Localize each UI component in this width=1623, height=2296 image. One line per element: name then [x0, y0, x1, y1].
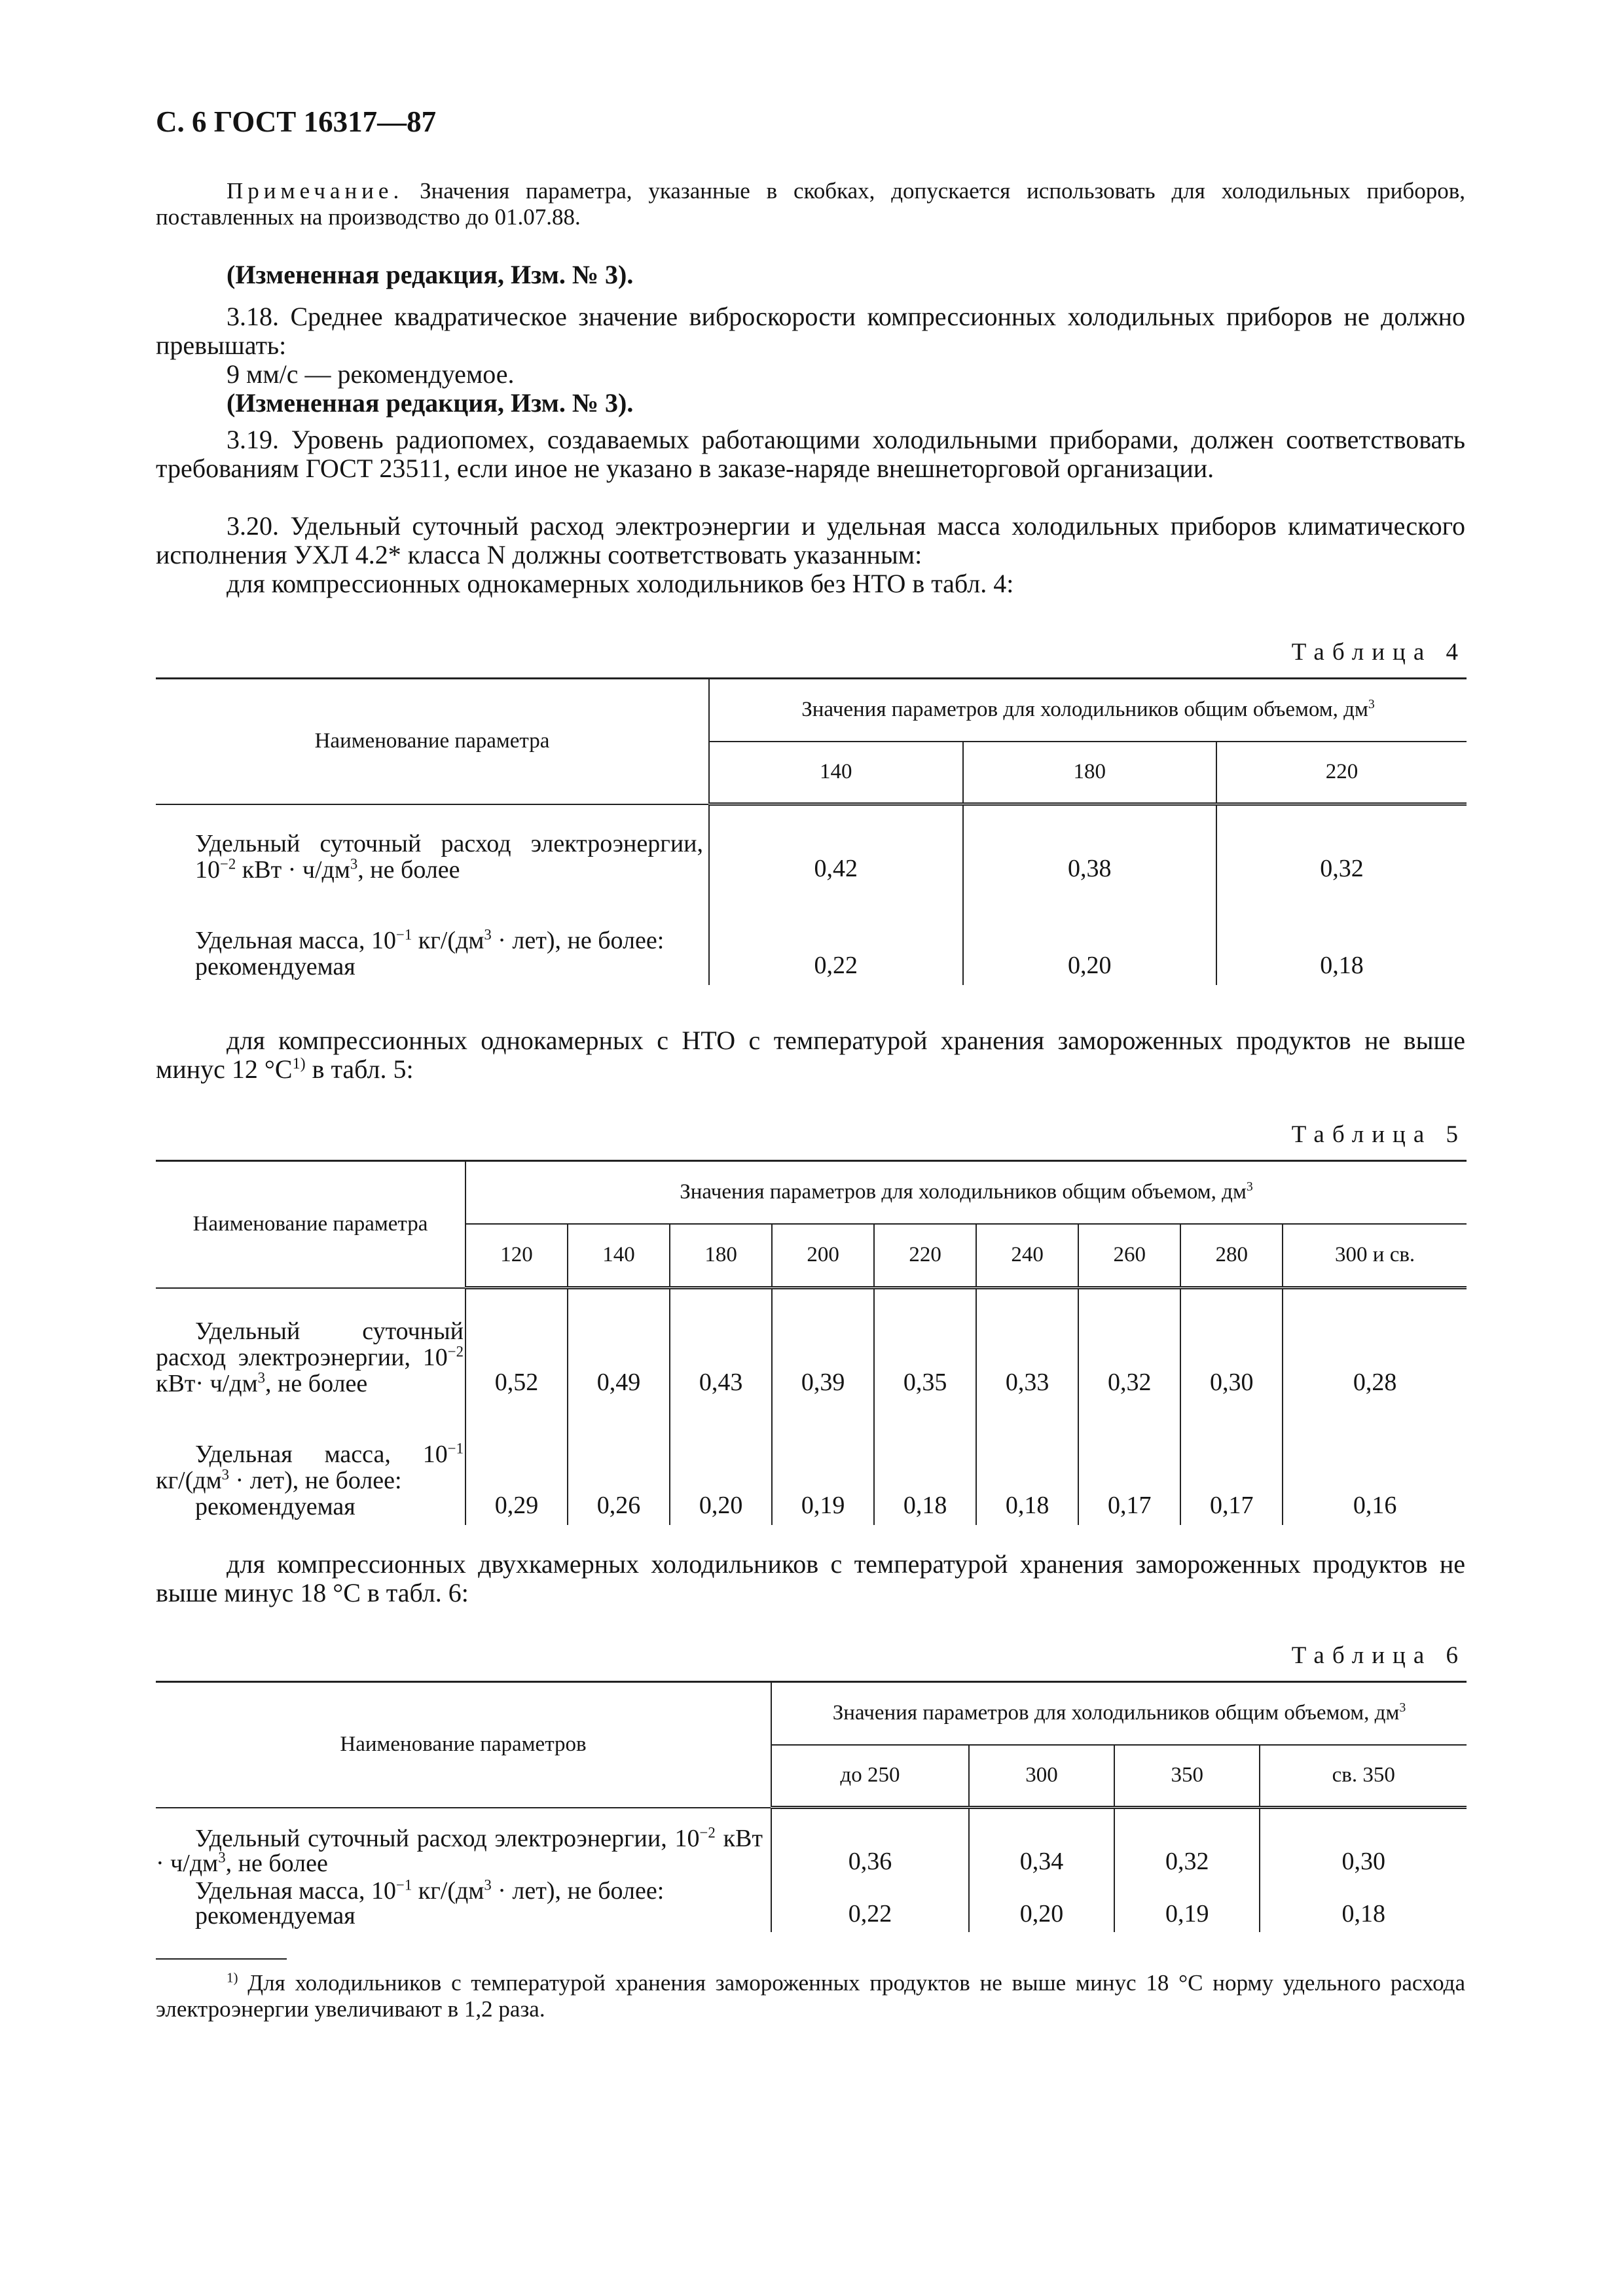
table-row: [156, 1397, 1467, 1525]
table-cell: 0,20: [963, 883, 1217, 985]
table-4: [156, 677, 1467, 985]
table-cell: 0,49: [568, 1288, 670, 1397]
table-cell: 0,32: [1114, 1808, 1260, 1876]
paragraph-3-18-value: 9 мм/с — рекомендуемое.: [227, 359, 515, 389]
table-cell: 0,28: [1283, 1288, 1467, 1397]
table6-header-name: Наименование параметров: [156, 1682, 771, 1808]
table-row: [156, 883, 1467, 985]
table-row: [156, 1808, 1467, 1876]
row-label: Удельная масса, $10^{-1}$ $кг/(дм^3 \cdot лет)$, не более: рекомендуемая: [156, 1439, 464, 1520]
table-cell: 0,18: [976, 1397, 1078, 1525]
table-cell: 0,20: [969, 1876, 1114, 1932]
table5-caption: Таблица 5: [1291, 1121, 1466, 1148]
table-cell: 0,38: [963, 804, 1217, 883]
table5-col-header: 260: [1078, 1224, 1180, 1288]
table-cell: 0,36: [771, 1808, 969, 1876]
table6-col-header: 300: [969, 1745, 1114, 1808]
paragraph-3-20: 3.20. Удельный суточный расход электроэнергии и удельная масса холодильных приборов климатического исполнения УХЛ 4.2* класса N должны соответствовать указанным:: [156, 511, 1465, 569]
table5-header-name: Наименование параметра: [156, 1161, 465, 1288]
table-cell: 0,22: [709, 883, 963, 985]
table6-col-header: 350: [1114, 1745, 1260, 1808]
table4-col-header: 140: [709, 742, 963, 804]
table6-col-header: св. 350: [1260, 1745, 1467, 1808]
footnote-divider: [156, 1958, 287, 1960]
table-cell: 0,33: [976, 1288, 1078, 1397]
table5-col-header: 300 и св.: [1283, 1224, 1467, 1288]
table-cell: 0,18: [1260, 1876, 1467, 1932]
table-row: [156, 1288, 1467, 1397]
table-cell: 0,43: [670, 1288, 772, 1397]
row-label: Удельный суточный расход электроэнергии, $10^{-2}$ кВт · $ч/дм^3$, не более: [156, 1823, 763, 1877]
table6-col-header: до 250: [771, 1745, 969, 1808]
table-cell: 0,19: [1114, 1876, 1260, 1932]
table-cell: 0,30: [1180, 1288, 1283, 1397]
table4-col-header: 220: [1216, 742, 1467, 804]
table-cell: 0,39: [772, 1288, 874, 1397]
table5-col-header: 200: [772, 1224, 874, 1288]
table4-col-header: 180: [963, 742, 1217, 804]
table-cell: 0,35: [874, 1288, 976, 1397]
table5-col-header: 120: [465, 1224, 568, 1288]
table-5: [156, 1160, 1467, 1525]
table6-caption: Таблица 6: [1291, 1642, 1466, 1669]
table-cell: 0,20: [670, 1397, 772, 1525]
row-label: Удельный суточный расход электроэнергии, $10^{-2}$ кВт · $ч/дм^3$, не более: [195, 829, 703, 884]
table-cell: 0,18: [874, 1397, 976, 1525]
table5-col-header: 140: [568, 1224, 670, 1288]
table6-intro: для компрессионных двухкамерных холодильников с температурой хранения замороженных продуктов не выше минус 18 °С в табл. 6:: [156, 1549, 1465, 1607]
footnote-text: Для холодильников с температурой хранения замороженных продуктов не выше минус 18 °С норму удельного расхода электроэнергии увеличивают в 1,2 раза.: [156, 1970, 1465, 2022]
table-row: [156, 1876, 1467, 1932]
table-cell: 0,17: [1078, 1397, 1180, 1525]
table-cell: 0,42: [709, 804, 963, 883]
footnote-mark: 1): [227, 1969, 238, 1986]
table5-col-header: 280: [1180, 1224, 1283, 1288]
table4-caption: Таблица 4: [1291, 639, 1466, 666]
table-6: [156, 1681, 1467, 1932]
table-cell: 0,22: [771, 1876, 969, 1932]
table-cell: 0,30: [1260, 1808, 1467, 1876]
changed-edition-1: (Измененная редакция, Изм. № 3).: [227, 260, 634, 289]
table-cell: 0,17: [1180, 1397, 1283, 1525]
table5-header-values: Значения параметров для холодильников общим объемом, $дм^3$: [465, 1161, 1467, 1224]
table-cell: 0,26: [568, 1397, 670, 1525]
page-header: С. 6 ГОСТ 16317—87: [156, 105, 437, 138]
table5-col-header: 220: [874, 1224, 976, 1288]
table-cell: 0,34: [969, 1808, 1114, 1876]
table-cell: 0,52: [465, 1288, 568, 1397]
table-cell: 0,19: [772, 1397, 874, 1525]
table4-header-values: Значения параметров для холодильников общим объемом, $дм^3$: [709, 679, 1467, 742]
table-cell: 0,32: [1078, 1288, 1180, 1397]
row-label: Удельная масса, $10^{-1}$ $кг/(дм^3 \cdot лет)$, не более: рекомендуемая: [195, 1876, 665, 1929]
table5-col-header: 240: [976, 1224, 1078, 1288]
table5-intro: для компрессионных однокамерных с НТО с температурой хранения замороженных продуктов не выше минус 12 $^\circ С^{1)}$ в табл. 5:: [156, 1026, 1465, 1084]
table4-header-name: Наименование параметра: [156, 679, 709, 804]
table6-header-values: Значения параметров для холодильников общим объемом, $дм^3$: [771, 1682, 1467, 1745]
row-label: Удельный суточный расход электроэнергии, $10^{-2}$ $кВт\cdot ч/дм^3$, не более: [156, 1317, 464, 1397]
table-cell: 0,29: [465, 1397, 568, 1525]
table-row: [156, 804, 1467, 883]
table-cell: 0,16: [1283, 1397, 1467, 1525]
footnote: [156, 1970, 1465, 2022]
table4-intro: для компрессионных однокамерных холодильников без НТО в табл. 4:: [227, 569, 1014, 598]
note-label: Примечание.: [227, 178, 404, 204]
note-text: Значения параметра, указанные в скобках, допускается использовать для холодильных приборов, поставленных на производство до 01.07.88.: [156, 178, 1465, 230]
row-label: Удельная масса, $10^{-1}$ $кг/(дм^3 \cdot лет)$, не более: рекомендуемая: [195, 925, 665, 980]
note-paragraph: [156, 178, 1465, 230]
paragraph-3-19: 3.19. Уровень радиопомех, создаваемых работающими холодильными приборами, должен соответствовать требованиям ГОСТ 23511, если иное не указано в заказе-наряде внешнеторговой организации.: [156, 425, 1465, 483]
table-cell: 0,32: [1216, 804, 1467, 883]
table5-col-header: 180: [670, 1224, 772, 1288]
paragraph-3-18: 3.18. Среднее квадратическое значение виброскорости компрессионных холодильных приборов не должно превышать:: [156, 302, 1465, 360]
table-cell: 0,18: [1216, 883, 1467, 985]
changed-edition-2: (Измененная редакция, Изм. № 3).: [227, 388, 634, 418]
